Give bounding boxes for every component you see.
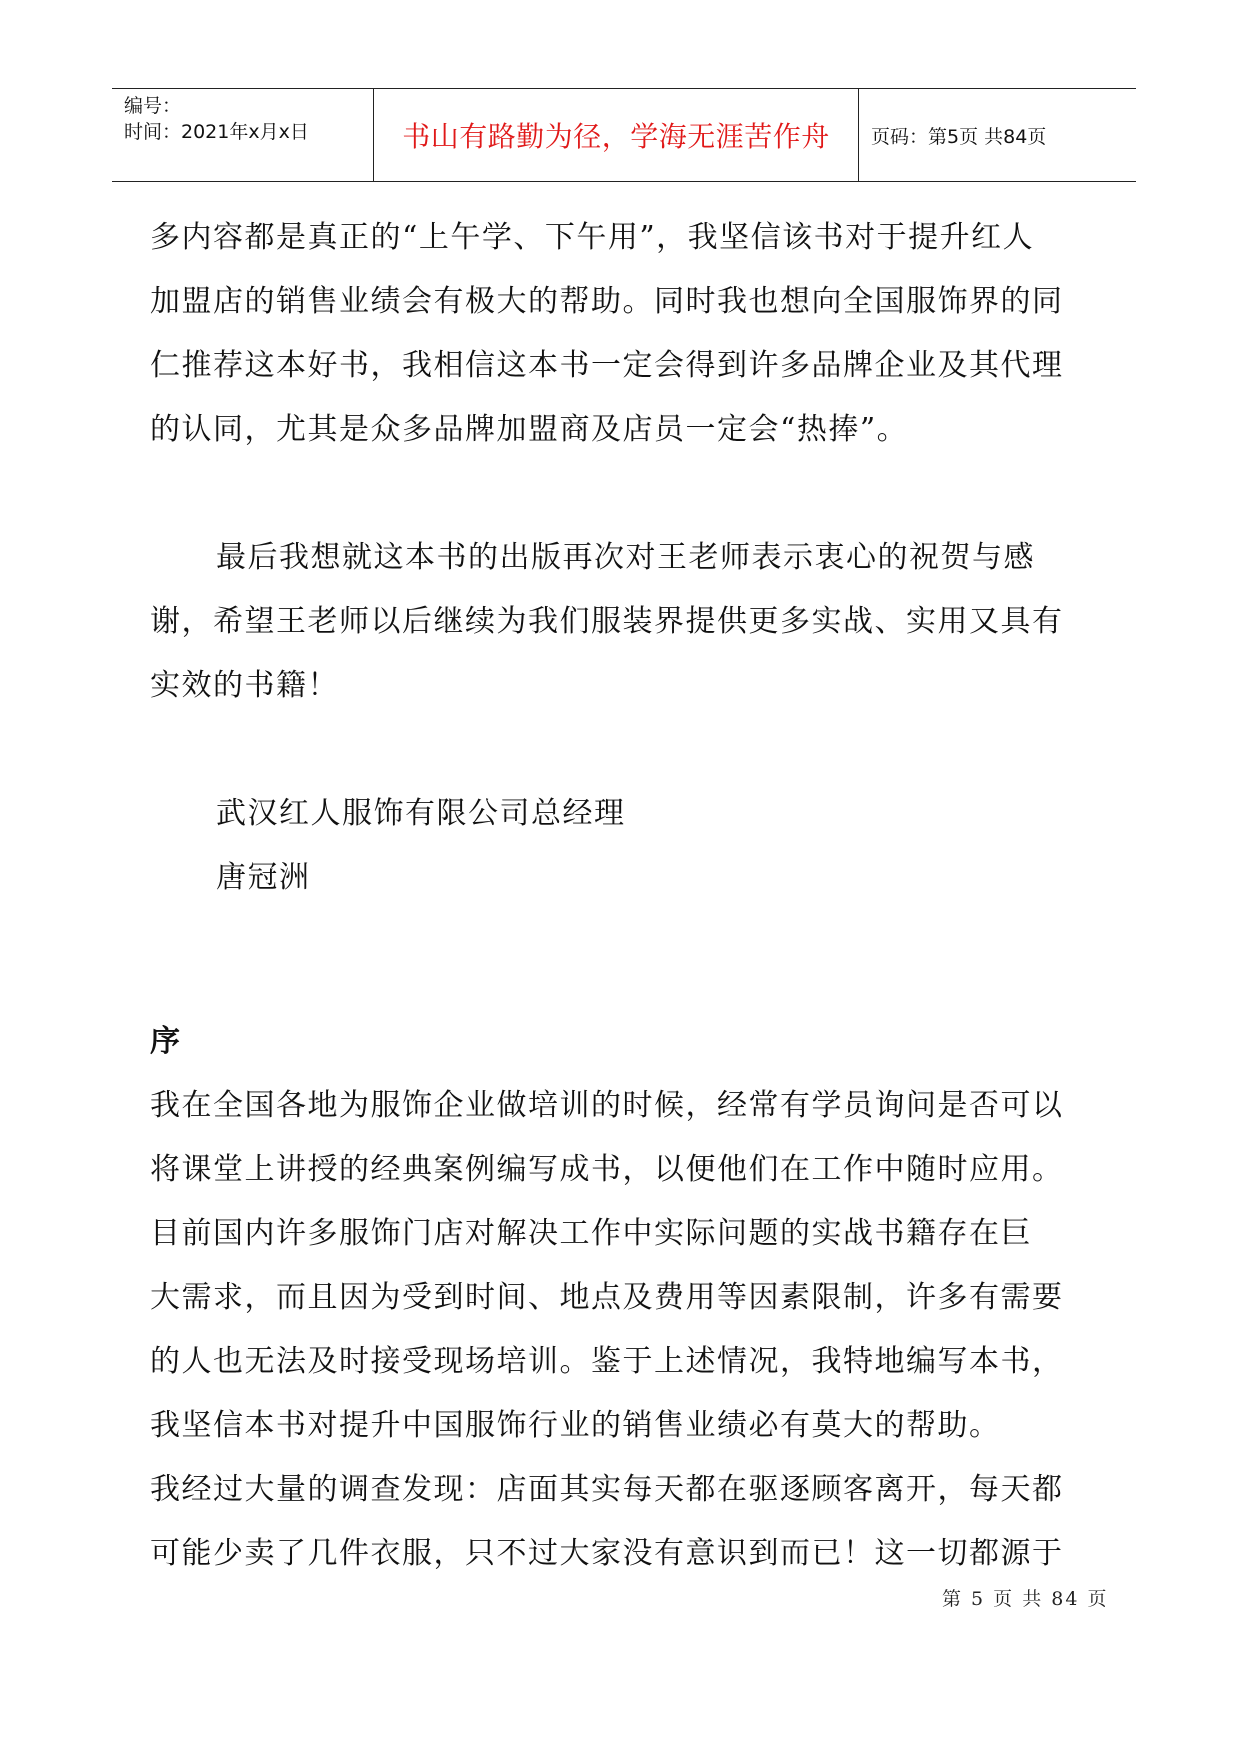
section-spacer <box>150 910 1110 974</box>
text-line: 我坚信本书对提升中国服饰行业的销售业绩必有莫大的帮助。 <box>150 1408 1001 1443</box>
text-line: 我在全国各地为服饰企业做培训的时候，经常有学员询问是否可以 <box>150 1088 1064 1123</box>
text-line: 多内容都是真正的“上午学、下午用”，我坚信该书对于提升红人 <box>150 220 1035 255</box>
page-footer: 第 5 页 共 84 页 <box>942 1588 1109 1610</box>
paragraph-continued <box>150 206 1110 462</box>
signature-title: 武汉红人服饰有限公司总经理 <box>216 796 626 831</box>
header-page-code: 页码：第5页 共84页 <box>871 125 1047 148</box>
preface-body <box>150 1074 1110 1586</box>
text-line: 大需求，而且因为受到时间、地点及费用等因素限制，许多有需要 <box>150 1280 1064 1315</box>
header-motto: 书山有路勤为径，学海无涯苦作舟 <box>374 89 859 181</box>
text-line: 最后我想就这本书的出版再次对王老师表示衷心的祝贺与感 <box>216 540 1035 575</box>
text-line: 的认同，尤其是众多品牌加盟商及店员一定会“热捧”。 <box>150 412 909 447</box>
signature-name: 唐冠洲 <box>216 860 311 895</box>
text-line: 的人也无法及时接受现场培训。鉴于上述情况，我特地编写本书， <box>150 1344 1064 1379</box>
section-spacer <box>150 974 1110 1010</box>
section-heading: 序 <box>150 1024 180 1059</box>
text-line: 加盟店的销售业绩会有极大的帮助。同时我也想向全国服饰界的同 <box>150 284 1064 319</box>
paragraph-thanks <box>150 526 1110 718</box>
text-line: 实效的书籍！ <box>150 668 339 703</box>
document-number-label: 编号： <box>124 95 182 117</box>
header-meta <box>112 89 374 181</box>
text-line: 我经过大量的调查发现：店面其实每天都在驱逐顾客离开，每天都 <box>150 1472 1064 1507</box>
page-header <box>112 88 1136 182</box>
paragraph-spacer <box>150 718 1110 782</box>
document-time-label: 时间：2021年x月x日 <box>124 121 309 143</box>
paragraph-spacer <box>150 462 1110 526</box>
text-line: 谢，希望王老师以后继续为我们服装界提供更多实战、实用又具有 <box>150 604 1064 639</box>
text-line: 将课堂上讲授的经典案例编写成书，以便他们在工作中随时应用。 <box>150 1152 1064 1187</box>
document-body <box>150 206 1110 1586</box>
text-line: 目前国内许多服饰门店对解决工作中实际问题的实战书籍存在巨 <box>150 1216 1032 1251</box>
text-line: 仁推荐这本好书，我相信这本书一定会得到许多品牌企业及其代理 <box>150 348 1064 383</box>
text-line: 可能少卖了几件衣服，只不过大家没有意识到而已！这一切都源于 <box>150 1536 1064 1571</box>
